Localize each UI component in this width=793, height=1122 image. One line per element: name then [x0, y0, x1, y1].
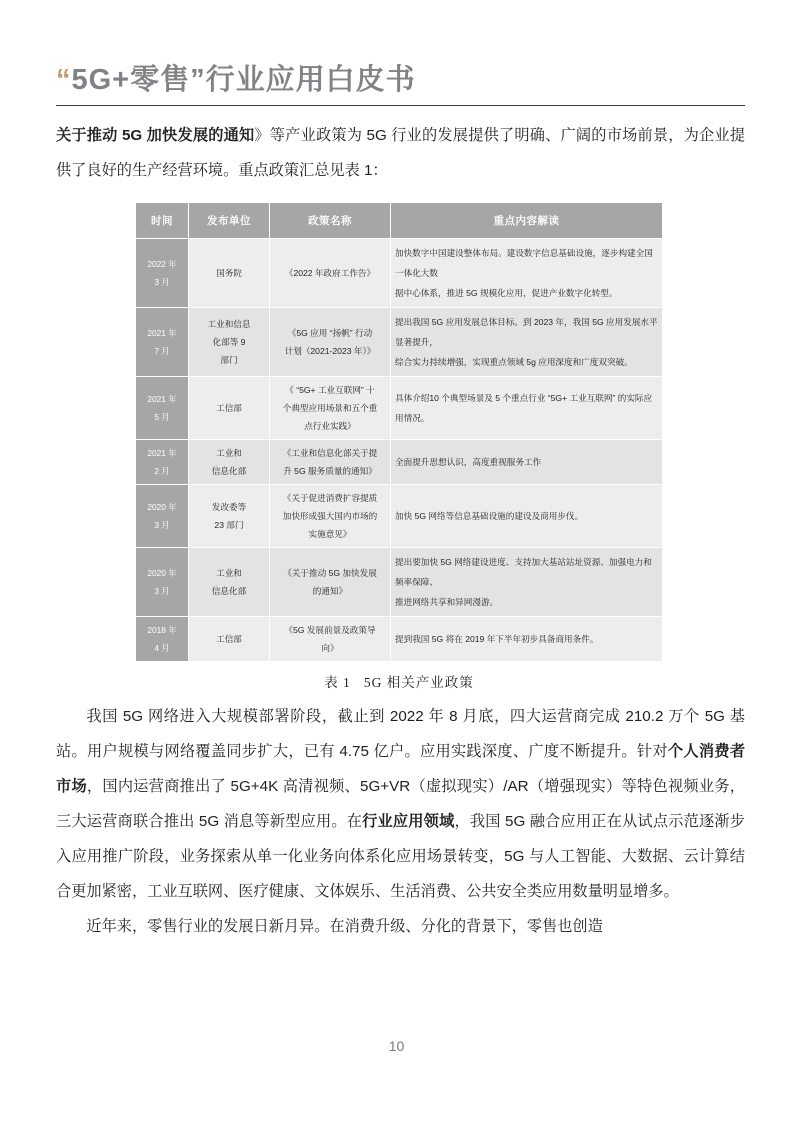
policy-table-container: [135, 202, 663, 691]
cell-org-line: 工信部: [216, 634, 242, 645]
page-title: [56, 0, 745, 98]
cell-time-line: 5 月: [154, 412, 170, 423]
cell-description-line: 具体介绍10 个典型场景及 5 个重点行业 “5G+ 工业互联网” 的实际应用情况。: [395, 393, 653, 424]
cell-org-line: 信息化部: [211, 586, 247, 597]
cell-policy-name-line: 《5G 发展前景及政策导: [284, 625, 376, 636]
cell-time-line: 7 月: [154, 346, 170, 357]
cell-policy-name: [270, 377, 391, 440]
cell-org-line: 化部等 9: [212, 337, 246, 348]
body-paragraph-1: [56, 699, 745, 909]
cell-description-line: 提到我国 5G 将在 2019 年下半年初步具备商用条件。: [395, 634, 599, 645]
table-row: [136, 485, 663, 548]
table-row: [136, 617, 663, 662]
table-row: [136, 440, 663, 485]
cell-time-line: 2020 年: [147, 568, 177, 579]
table-row: [136, 239, 663, 308]
cell-time: [136, 440, 189, 485]
cell-description: [391, 485, 663, 548]
cell-policy-name: [270, 308, 391, 377]
cell-policy-name-line: 点行业实践》: [304, 421, 356, 432]
cell-policy-name-line: 升 5G 服务质量的通知》: [283, 466, 377, 477]
cell-org: [189, 239, 270, 308]
cell-time: [136, 617, 189, 662]
cell-description: [391, 308, 663, 377]
body-p1-bold-consumer-market: 个人消费者市场: [56, 743, 746, 796]
title-divider: [56, 105, 745, 106]
cell-time-line: 2020 年: [147, 502, 177, 513]
cell-org-line: 工业和: [216, 448, 242, 459]
cell-org-line: 信息化部: [211, 466, 247, 477]
cell-description-line: 据中心体系，推进 5G 规模化应用，促进产业数字化转型。: [395, 288, 618, 299]
lead-rest-text: 》等产业政策为 5G 行业的发展提供了明确、广阔的市场前景，为企业提供了良好的生产经营环境。重点政策汇总见表 1：: [56, 127, 746, 180]
body-p1-part-a: 我国 5G 网络进入大规模部署阶段，截止到 2022 年 8 月底，四大运营商完成 210.2 万个 5G 基站。用户规模与网络覆盖同步扩大，已有 4.75 亿户。应用实践深度、广度不断提升。针对: [56, 708, 745, 761]
cell-org-line: 工业和信息: [207, 319, 251, 330]
cell-time-line: 3 月: [154, 277, 170, 288]
cell-description: [391, 239, 663, 308]
cell-org-line: 发改委等: [211, 502, 247, 513]
cell-policy-name: [270, 239, 391, 308]
cell-org: [189, 548, 270, 617]
cell-policy-name-line: 《关于促进消费扩容提质: [282, 493, 378, 504]
page-content: [56, 0, 745, 1122]
cell-description: [391, 548, 663, 617]
cell-policy-name-line: 《2022 年政府工作告》: [284, 268, 376, 279]
cell-policy-name-line: 的通知》: [312, 586, 348, 597]
cell-org: [189, 617, 270, 662]
cell-policy-name: [270, 617, 391, 662]
page-number: 10: [388, 1038, 405, 1054]
cell-time-line: 2021 年: [147, 448, 177, 459]
cell-description-line: 提出我国 5G 应用发展总体目标。到 2023 年，我国 5G 应用发展水平显著提升，: [395, 317, 658, 348]
cell-policy-name-line: 《5G 应用 “扬帆” 行动: [287, 328, 373, 339]
cell-time-line: 2018 年: [147, 625, 177, 636]
col-header-org: 发布单位: [189, 203, 270, 239]
lead-paragraph: [56, 118, 745, 188]
policy-table-body: [136, 239, 663, 662]
policy-table: [135, 202, 663, 662]
cell-policy-name: [270, 440, 391, 485]
cell-policy-name-line: 加快形成强大国内市场的: [282, 511, 378, 522]
cell-description: [391, 440, 663, 485]
cell-description-line: 综合实力持续增强，实现重点领域 5g 应用深度和广度双突破。: [395, 357, 633, 368]
cell-description-line: 提出要加快 5G 网络建设进度、支持加大基站站址资源、加强电力和频率保障、: [395, 557, 652, 588]
cell-org: [189, 440, 270, 485]
cell-org: [189, 377, 270, 440]
cell-org: [189, 308, 270, 377]
cell-policy-name: [270, 548, 391, 617]
cell-time: [136, 485, 189, 548]
cell-policy-name-line: 《关于推动 5G 加快发展: [283, 568, 377, 579]
cell-time: [136, 308, 189, 377]
cell-description-line: 加快 5G 网络等信息基础设施的建设及商用步伐。: [395, 511, 584, 522]
cell-policy-name-line: 向》: [321, 643, 339, 654]
cell-time-line: 4 月: [154, 643, 170, 654]
title-close-quote: ”: [190, 64, 206, 96]
cell-org-line: 23 部门: [214, 520, 244, 531]
policy-table-head: [136, 203, 663, 239]
cell-policy-name-line: 《 “5G+ 工业互联网” 十: [285, 385, 375, 396]
cell-description: [391, 617, 663, 662]
cell-policy-name: [270, 485, 391, 548]
col-header-policy-name: 政策名称: [270, 203, 391, 239]
cell-policy-name-line: 实施意见》: [308, 529, 352, 540]
cell-description-line: 全面提升思想认识，高度重视服务工作: [395, 457, 542, 468]
lead-bold-prefix: 关于推动 5G 加快发展的通知: [56, 127, 255, 145]
title-open-quote: “: [56, 64, 72, 96]
cell-time: [136, 377, 189, 440]
table-header-row: [136, 203, 663, 239]
body-paragraph-2: 近年来，零售行业的发展日新月异。在消费升级、分化的背景下，零售也创造: [86, 918, 603, 936]
cell-time: [136, 548, 189, 617]
cell-time: [136, 239, 189, 308]
title-tail-text: 行业应用白皮书: [205, 64, 416, 96]
cell-org-line: 工信部: [216, 403, 242, 414]
cell-time-line: 2 月: [154, 466, 170, 477]
cell-time-line: 2022 年: [147, 259, 177, 270]
table-row: [136, 377, 663, 440]
title-main-text: 5G+零售: [71, 64, 191, 96]
cell-time-line: 3 月: [154, 586, 170, 597]
col-header-description: 重点内容解读: [391, 203, 663, 239]
cell-org-line: 国务院: [216, 268, 242, 279]
cell-policy-name-line: 个典型应用场景和五个重: [282, 403, 378, 414]
cell-org-line: 工业和: [216, 568, 242, 579]
cell-org: [189, 485, 270, 548]
body-p1-part-d: ，我国 5G 融合应用正在从试点示范逐渐步入应用推广阶段，业务探索从单一化业务向体系化应用场景转变，5G 与人工智能、大数据、云计算结合更加紧密，工业互联网、医疗健康、文体娱乐、生活消费、公共安全类应用数量明显增多。: [56, 813, 745, 901]
body-p1-part-c: ，国内运营商推出了 5G+4K 高清视频、5G+VR（虚拟现实）/AR（增强现实）等特色视频业务，三大运营商联合推出 5G 消息等新型应用。在: [56, 778, 745, 831]
body-p1-bold-industry-domain: 行业应用领域: [362, 813, 455, 831]
cell-time-line: 2021 年: [147, 328, 177, 339]
cell-description-line: 加快数字中国建设整体布局。建设数字信息基础设施，逐步构建全国一体化大数: [395, 248, 653, 279]
table-caption: 表 1 5G 相关产业政策: [324, 675, 474, 691]
table-row: [136, 308, 663, 377]
cell-policy-name-line: 《工业和信息化部关于提: [282, 448, 378, 459]
cell-policy-name-line: 计划（2021-2023 年）》: [284, 346, 376, 357]
cell-description-line: 推进网络共享和异网漫游。: [395, 597, 499, 608]
cell-description: [391, 377, 663, 440]
col-header-time: 时间: [136, 203, 189, 239]
cell-org-line: 部门: [220, 355, 238, 366]
cell-time-line: 2021 年: [147, 394, 177, 405]
table-row: [136, 548, 663, 617]
cell-time-line: 3 月: [154, 520, 170, 531]
